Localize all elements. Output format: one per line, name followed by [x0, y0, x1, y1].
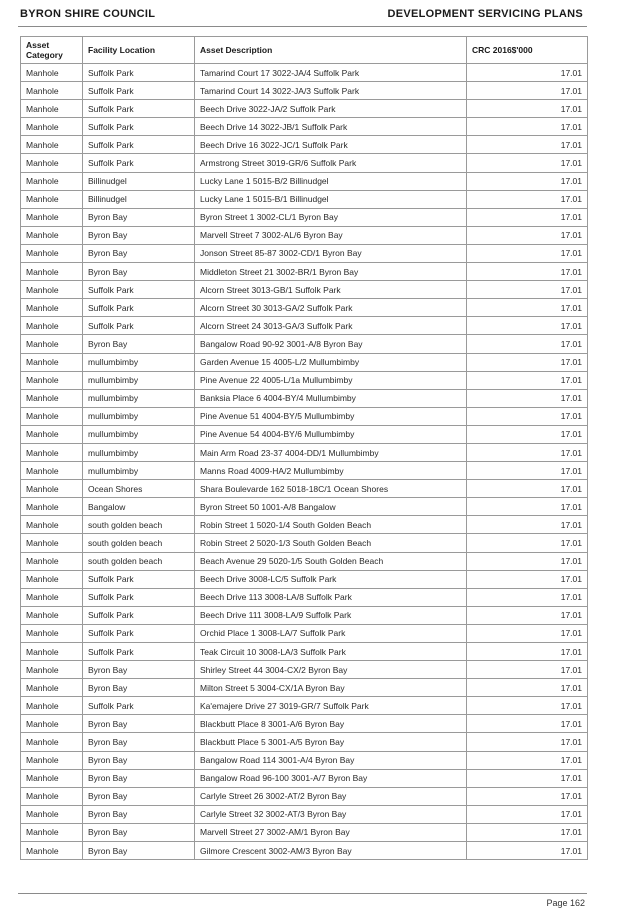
table-row	[21, 64, 588, 82]
cell-asset-description: Middleton Street 21 3002-BR/1 Byron Bay	[195, 263, 467, 281]
table-row	[21, 715, 588, 733]
cell-asset-description: Beech Drive 3022-JA/2 Suffolk Park	[195, 100, 467, 118]
cell-crc: 17.01	[467, 154, 588, 172]
cell-asset-description: Tamarind Court 17 3022-JA/4 Suffolk Park	[195, 64, 467, 82]
table-header-row	[21, 37, 588, 64]
table-row	[21, 443, 588, 461]
cell-facility-location: Suffolk Park	[83, 154, 195, 172]
cell-facility-location: Suffolk Park	[83, 317, 195, 335]
cell-crc: 17.01	[467, 624, 588, 642]
cell-asset-description: Shirley Street 44 3004-CX/2 Byron Bay	[195, 661, 467, 679]
cell-asset-category: Manhole	[21, 751, 83, 769]
cell-facility-location: Byron Bay	[83, 679, 195, 697]
table-row	[21, 534, 588, 552]
cell-facility-location: Suffolk Park	[83, 624, 195, 642]
cell-asset-category: Manhole	[21, 679, 83, 697]
cell-facility-location: Byron Bay	[83, 751, 195, 769]
cell-crc: 17.01	[467, 679, 588, 697]
table-row	[21, 118, 588, 136]
cell-crc: 17.01	[467, 787, 588, 805]
cell-crc: 17.01	[467, 100, 588, 118]
cell-asset-category: Manhole	[21, 805, 83, 823]
cell-crc: 17.01	[467, 823, 588, 841]
table-row	[21, 498, 588, 516]
cell-facility-location: Byron Bay	[83, 842, 195, 860]
cell-crc: 17.01	[467, 498, 588, 516]
cell-crc: 17.01	[467, 769, 588, 787]
cell-crc: 17.01	[467, 462, 588, 480]
cell-facility-location: Suffolk Park	[83, 281, 195, 299]
table-row	[21, 136, 588, 154]
cell-asset-description: Pine Avenue 51 4004-BY/5 Mullumbimby	[195, 407, 467, 425]
cell-asset-description: Robin Street 1 5020-1/4 South Golden Beach	[195, 516, 467, 534]
cell-asset-category: Manhole	[21, 208, 83, 226]
cell-asset-description: Marvell Street 27 3002-AM/1 Byron Bay	[195, 823, 467, 841]
cell-facility-location: Byron Bay	[83, 805, 195, 823]
cell-asset-category: Manhole	[21, 516, 83, 534]
page-number: Page 162	[546, 898, 585, 908]
cell-asset-description: Tamarind Court 14 3022-JA/3 Suffolk Park	[195, 82, 467, 100]
header-divider	[18, 26, 587, 27]
cell-asset-description: Pine Avenue 54 4004-BY/6 Mullumbimby	[195, 425, 467, 443]
cell-asset-category: Manhole	[21, 697, 83, 715]
cell-asset-category: Manhole	[21, 82, 83, 100]
cell-asset-description: Blackbutt Place 8 3001-A/6 Byron Bay	[195, 715, 467, 733]
cell-asset-description: Bangalow Road 114 3001-A/4 Byron Bay	[195, 751, 467, 769]
table-row	[21, 769, 588, 787]
table-row	[21, 606, 588, 624]
table-row	[21, 733, 588, 751]
cell-asset-category: Manhole	[21, 534, 83, 552]
cell-asset-category: Manhole	[21, 606, 83, 624]
cell-asset-category: Manhole	[21, 335, 83, 353]
cell-crc: 17.01	[467, 588, 588, 606]
cell-asset-category: Manhole	[21, 552, 83, 570]
cell-crc: 17.01	[467, 299, 588, 317]
table-row	[21, 516, 588, 534]
cell-asset-description: Orchid Place 1 3008-LA/7 Suffolk Park	[195, 624, 467, 642]
cell-crc: 17.01	[467, 805, 588, 823]
cell-crc: 17.01	[467, 82, 588, 100]
council-name: BYRON SHIRE COUNCIL	[20, 8, 156, 20]
document-title: DEVELOPMENT SERVICING PLANS	[387, 8, 583, 20]
cell-crc: 17.01	[467, 208, 588, 226]
cell-asset-description: Beech Drive 3008-LC/5 Suffolk Park	[195, 570, 467, 588]
cell-asset-category: Manhole	[21, 190, 83, 208]
cell-asset-description: Beech Drive 111 3008-LA/9 Suffolk Park	[195, 606, 467, 624]
cell-crc: 17.01	[467, 263, 588, 281]
cell-asset-description: Jonson Street 85-87 3002-CD/1 Byron Bay	[195, 244, 467, 262]
cell-facility-location: Billinudgel	[83, 172, 195, 190]
cell-asset-description: Byron Street 50 1001-A/8 Bangalow	[195, 498, 467, 516]
cell-facility-location: south golden beach	[83, 516, 195, 534]
table-row	[21, 82, 588, 100]
cell-facility-location: Suffolk Park	[83, 570, 195, 588]
cell-crc: 17.01	[467, 733, 588, 751]
cell-asset-category: Manhole	[21, 281, 83, 299]
cell-asset-description: Garden Avenue 15 4005-L/2 Mullumbimby	[195, 353, 467, 371]
table-row	[21, 172, 588, 190]
cell-asset-description: Carlyle Street 26 3002-AT/2 Byron Bay	[195, 787, 467, 805]
cell-facility-location: Byron Bay	[83, 335, 195, 353]
cell-asset-category: Manhole	[21, 389, 83, 407]
cell-asset-description: Robin Street 2 5020-1/3 South Golden Beach	[195, 534, 467, 552]
cell-asset-category: Manhole	[21, 462, 83, 480]
asset-table	[20, 36, 588, 860]
table-row	[21, 679, 588, 697]
table-row	[21, 335, 588, 353]
table-row	[21, 462, 588, 480]
table-row	[21, 480, 588, 498]
cell-crc: 17.01	[467, 480, 588, 498]
cell-asset-category: Manhole	[21, 299, 83, 317]
cell-asset-category: Manhole	[21, 643, 83, 661]
cell-asset-category: Manhole	[21, 733, 83, 751]
cell-asset-description: Manns Road 4009-HA/2 Mullumbimby	[195, 462, 467, 480]
cell-crc: 17.01	[467, 353, 588, 371]
cell-crc: 17.01	[467, 661, 588, 679]
cell-facility-location: Byron Bay	[83, 769, 195, 787]
cell-asset-description: Main Arm Road 23-37 4004-DD/1 Mullumbimby	[195, 443, 467, 461]
cell-asset-category: Manhole	[21, 787, 83, 805]
cell-facility-location: Byron Bay	[83, 661, 195, 679]
cell-facility-location: Suffolk Park	[83, 697, 195, 715]
cell-asset-description: Bangalow Road 96-100 3001-A/7 Byron Bay	[195, 769, 467, 787]
cell-asset-category: Manhole	[21, 823, 83, 841]
table-row	[21, 805, 588, 823]
cell-asset-description: Gilmore Crescent 3002-AM/3 Byron Bay	[195, 842, 467, 860]
cell-asset-description: Beech Drive 113 3008-LA/8 Suffolk Park	[195, 588, 467, 606]
cell-asset-category: Manhole	[21, 353, 83, 371]
cell-asset-category: Manhole	[21, 244, 83, 262]
cell-facility-location: south golden beach	[83, 534, 195, 552]
cell-asset-description: Banksia Place 6 4004-BY/4 Mullumbimby	[195, 389, 467, 407]
cell-crc: 17.01	[467, 643, 588, 661]
cell-crc: 17.01	[467, 244, 588, 262]
table-row	[21, 226, 588, 244]
cell-facility-location: mullumbimby	[83, 443, 195, 461]
cell-crc: 17.01	[467, 516, 588, 534]
cell-crc: 17.01	[467, 136, 588, 154]
table-row	[21, 588, 588, 606]
cell-asset-description: Armstrong Street 3019-GR/6 Suffolk Park	[195, 154, 467, 172]
cell-asset-category: Manhole	[21, 100, 83, 118]
table-row	[21, 823, 588, 841]
cell-crc: 17.01	[467, 407, 588, 425]
cell-facility-location: Byron Bay	[83, 244, 195, 262]
table-row	[21, 570, 588, 588]
cell-crc: 17.01	[467, 606, 588, 624]
cell-facility-location: mullumbimby	[83, 407, 195, 425]
table-row	[21, 751, 588, 769]
cell-crc: 17.01	[467, 172, 588, 190]
table-row	[21, 661, 588, 679]
cell-asset-description: Teak Circuit 10 3008-LA/3 Suffolk Park	[195, 643, 467, 661]
cell-asset-description: Bangalow Road 90-92 3001-A/8 Byron Bay	[195, 335, 467, 353]
cell-facility-location: Ocean Shores	[83, 480, 195, 498]
cell-facility-location: Byron Bay	[83, 226, 195, 244]
cell-asset-category: Manhole	[21, 570, 83, 588]
cell-facility-location: Byron Bay	[83, 715, 195, 733]
cell-crc: 17.01	[467, 534, 588, 552]
column-header-facility-location: Facility Location	[83, 37, 195, 64]
footer-divider	[18, 893, 587, 894]
table-row	[21, 407, 588, 425]
cell-facility-location: mullumbimby	[83, 371, 195, 389]
cell-crc: 17.01	[467, 335, 588, 353]
column-header-asset-description: Asset Description	[195, 37, 467, 64]
table-row	[21, 154, 588, 172]
cell-asset-description: Beech Drive 16 3022-JC/1 Suffolk Park	[195, 136, 467, 154]
cell-crc: 17.01	[467, 570, 588, 588]
cell-crc: 17.01	[467, 697, 588, 715]
cell-asset-category: Manhole	[21, 154, 83, 172]
cell-asset-category: Manhole	[21, 371, 83, 389]
cell-crc: 17.01	[467, 226, 588, 244]
cell-crc: 17.01	[467, 751, 588, 769]
cell-crc: 17.01	[467, 389, 588, 407]
cell-asset-description: Shara Boulevarde 162 5018-18C/1 Ocean Shores	[195, 480, 467, 498]
table-body	[21, 64, 588, 860]
cell-facility-location: Byron Bay	[83, 733, 195, 751]
cell-crc: 17.01	[467, 281, 588, 299]
table-row	[21, 697, 588, 715]
table-row	[21, 389, 588, 407]
cell-facility-location: mullumbimby	[83, 353, 195, 371]
table-row	[21, 842, 588, 860]
cell-facility-location: Byron Bay	[83, 823, 195, 841]
cell-asset-description: Marvell Street 7 3002-AL/6 Byron Bay	[195, 226, 467, 244]
cell-asset-category: Manhole	[21, 317, 83, 335]
cell-facility-location: Billinudgel	[83, 190, 195, 208]
cell-asset-category: Manhole	[21, 842, 83, 860]
column-header-crc: CRC 2016$'000	[467, 37, 588, 64]
table-row	[21, 353, 588, 371]
cell-facility-location: Suffolk Park	[83, 136, 195, 154]
cell-asset-category: Manhole	[21, 443, 83, 461]
cell-asset-description: Pine Avenue 22 4005-L/1a Mullumbimby	[195, 371, 467, 389]
cell-asset-description: Lucky Lane 1 5015-B/1 Billinudgel	[195, 190, 467, 208]
cell-facility-location: Byron Bay	[83, 208, 195, 226]
cell-asset-description: Alcorn Street 24 3013-GA/3 Suffolk Park	[195, 317, 467, 335]
column-header-asset-category: Asset Category	[21, 37, 83, 64]
cell-facility-location: Bangalow	[83, 498, 195, 516]
cell-asset-description: Alcorn Street 3013-GB/1 Suffolk Park	[195, 281, 467, 299]
cell-facility-location: Suffolk Park	[83, 588, 195, 606]
table-row	[21, 208, 588, 226]
cell-facility-location: Suffolk Park	[83, 606, 195, 624]
page-header	[20, 8, 583, 24]
table-row	[21, 624, 588, 642]
table-row	[21, 244, 588, 262]
cell-crc: 17.01	[467, 190, 588, 208]
cell-facility-location: Suffolk Park	[83, 64, 195, 82]
cell-facility-location: mullumbimby	[83, 462, 195, 480]
cell-facility-location: Suffolk Park	[83, 100, 195, 118]
cell-asset-category: Manhole	[21, 407, 83, 425]
cell-facility-location: Suffolk Park	[83, 118, 195, 136]
table-row	[21, 190, 588, 208]
cell-asset-category: Manhole	[21, 263, 83, 281]
cell-asset-category: Manhole	[21, 480, 83, 498]
cell-facility-location: Suffolk Park	[83, 82, 195, 100]
table-row	[21, 299, 588, 317]
cell-asset-description: Milton Street 5 3004-CX/1A Byron Bay	[195, 679, 467, 697]
table-row	[21, 787, 588, 805]
cell-facility-location: Byron Bay	[83, 263, 195, 281]
cell-asset-category: Manhole	[21, 226, 83, 244]
cell-asset-category: Manhole	[21, 498, 83, 516]
cell-crc: 17.01	[467, 371, 588, 389]
cell-asset-category: Manhole	[21, 769, 83, 787]
cell-crc: 17.01	[467, 425, 588, 443]
table-row	[21, 281, 588, 299]
cell-asset-category: Manhole	[21, 715, 83, 733]
cell-crc: 17.01	[467, 715, 588, 733]
cell-asset-description: Alcorn Street 30 3013-GA/2 Suffolk Park	[195, 299, 467, 317]
cell-facility-location: Suffolk Park	[83, 299, 195, 317]
cell-asset-description: Ka'emajere Drive 27 3019-GR/7 Suffolk Park	[195, 697, 467, 715]
cell-crc: 17.01	[467, 842, 588, 860]
cell-asset-description: Lucky Lane 1 5015-B/2 Billinudgel	[195, 172, 467, 190]
cell-asset-description: Byron Street 1 3002-CL/1 Byron Bay	[195, 208, 467, 226]
cell-facility-location: south golden beach	[83, 552, 195, 570]
cell-crc: 17.01	[467, 317, 588, 335]
cell-crc: 17.01	[467, 118, 588, 136]
cell-asset-category: Manhole	[21, 624, 83, 642]
table-row	[21, 643, 588, 661]
cell-asset-category: Manhole	[21, 64, 83, 82]
table-row	[21, 371, 588, 389]
cell-crc: 17.01	[467, 443, 588, 461]
cell-crc: 17.01	[467, 64, 588, 82]
cell-asset-description: Beach Avenue 29 5020-1/5 South Golden Beach	[195, 552, 467, 570]
cell-asset-category: Manhole	[21, 136, 83, 154]
cell-asset-category: Manhole	[21, 425, 83, 443]
cell-asset-description: Carlyle Street 32 3002-AT/3 Byron Bay	[195, 805, 467, 823]
cell-facility-location: mullumbimby	[83, 425, 195, 443]
cell-asset-category: Manhole	[21, 118, 83, 136]
table-row	[21, 425, 588, 443]
table-row	[21, 552, 588, 570]
table-row	[21, 100, 588, 118]
cell-asset-description: Blackbutt Place 5 3001-A/5 Byron Bay	[195, 733, 467, 751]
cell-facility-location: Suffolk Park	[83, 643, 195, 661]
table-row	[21, 317, 588, 335]
cell-asset-category: Manhole	[21, 661, 83, 679]
cell-asset-description: Beech Drive 14 3022-JB/1 Suffolk Park	[195, 118, 467, 136]
cell-facility-location: Byron Bay	[83, 787, 195, 805]
cell-facility-location: mullumbimby	[83, 389, 195, 407]
cell-asset-category: Manhole	[21, 172, 83, 190]
table-row	[21, 263, 588, 281]
cell-asset-category: Manhole	[21, 588, 83, 606]
cell-crc: 17.01	[467, 552, 588, 570]
